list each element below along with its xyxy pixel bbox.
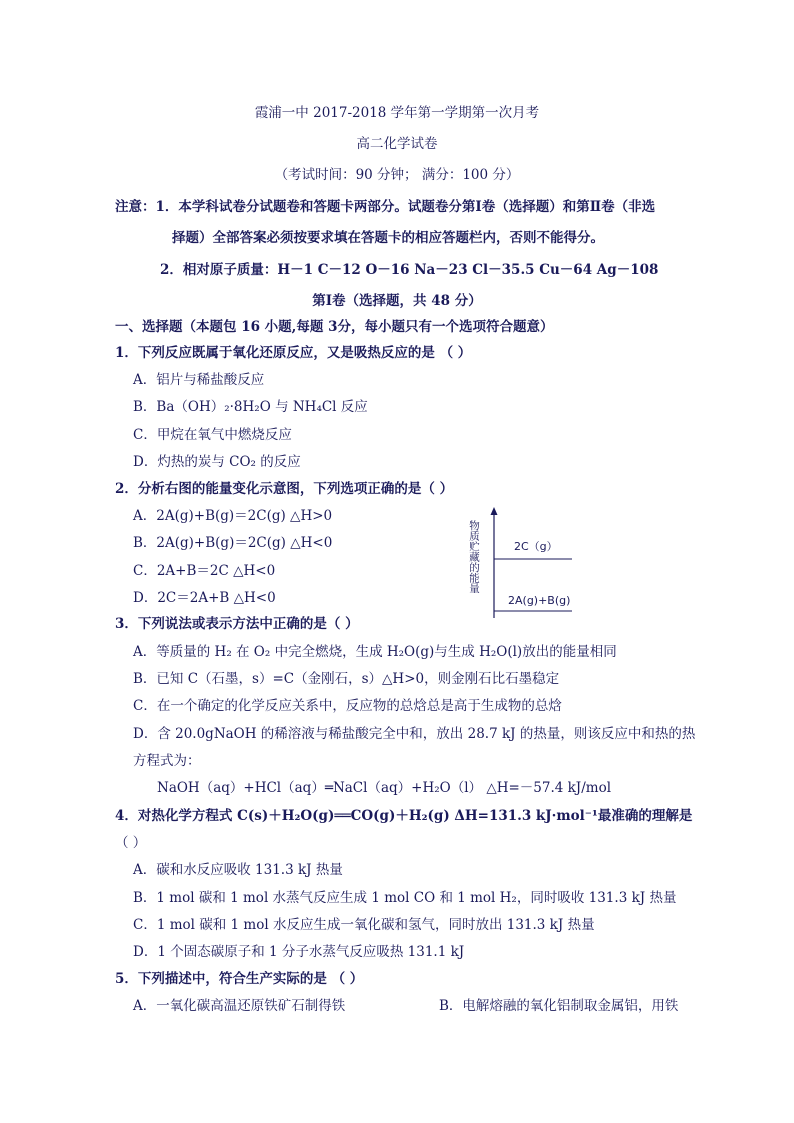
question-4-option-c: C．1 mol 碳和 1 mol 水反应生成一氧化碳和氢气，同时放出 131.3 kJ 热量	[133, 917, 595, 933]
question-3-option-a: A．等质量的 H₂ 在 O₂ 中完全燃烧，生成 H₂O(g)与生成 H₂O(l)放出的能量相同	[133, 644, 617, 660]
note-2: 2．相对原子质量：H－1 C－12 O－16 Na－23 Cl－35.5 Cu－64 Ag－108	[160, 262, 659, 278]
question-4-option-b: B．1 mol 碳和 1 mol 水蒸气反应生成 1 mol CO 和 1 mol H₂，同时吸收 131.3 kJ 热量	[133, 890, 677, 906]
question-1-option-c: C．甲烷在氧气中燃烧反应	[133, 427, 292, 443]
question-2-option-c: C．2A+B＝2C △H<0	[133, 563, 276, 579]
question-4-option-a: A．碳和水反应吸收 131.3 kJ 热量	[133, 862, 343, 878]
lower-level-label: 2A(g)+B(g)	[508, 594, 571, 607]
question-5-stem: 5．下列描述中，符合生产实际的是 （ ）	[115, 971, 364, 987]
question-5-option-a: A．一氧化碳高温还原铁矿石制得铁	[133, 998, 346, 1014]
exam-title: 霞浦一中 2017-2018 学年第一学期第一次月考	[254, 105, 540, 121]
question-3-option-d-continued: 方程式为：	[133, 753, 201, 769]
question-2-option-a: A．2A(g)+B(g)＝2C(g) △H>0	[133, 508, 333, 524]
question-2-option-b: B．2A(g)+B(g)＝2C(g) △H<0	[133, 535, 333, 551]
question-3-option-d: D．含 20.0gNaOH 的稀溶液与稀盐酸完全中和，放出 28.7 kJ 的热量，则该反应中和热的热	[133, 726, 696, 742]
note-1-line-2: 择题）全部答案必须按要求填在答题卡的相应答题栏内，否则不能得分。	[172, 230, 604, 246]
question-2-option-d: D．2C＝2A+B △H<0	[133, 590, 276, 606]
question-3-equation: NaOH（aq）+HCl（aq）═NaCl（aq）+H₂O（l） △H=－57.4 kJ/mol	[157, 780, 612, 796]
question-1-option-d: D．灼热的炭与 CO₂ 的反应	[133, 454, 301, 470]
exam-info: （考试时间：90 分钟； 满分：100 分）	[274, 167, 520, 183]
section-title: 一、选择题（本题包 16 小题,每题 3分，每小题只有一个选项符合题意）	[115, 319, 554, 335]
question-4-option-d: D．1 个固态碳原子和 1 分子水蒸气反应吸热 131.1 kJ	[133, 944, 465, 960]
question-1-stem: 1．下列反应既属于氧化还原反应，又是吸热反应的是 （ ）	[115, 345, 472, 361]
note-1-line-1: 注意：1．本学科试卷分试题卷和答题卡两部分。试题卷分第Ⅰ卷（选择题）和第Ⅱ卷（非选	[115, 199, 656, 215]
question-1-option-a: A．铝片与稀盐酸反应	[133, 372, 265, 388]
y-axis-arrow	[491, 507, 498, 515]
question-1-option-b: B．Ba（OH）₂·8H₂O 与 NH₄Cl 反应	[133, 399, 368, 415]
exam-subtitle: 高二化学试卷	[356, 136, 438, 152]
question-3-option-c: C．在一个确定的化学反应关系中，反应物的总焓总是高于生成物的总焓	[133, 698, 562, 714]
energy-diagram	[462, 506, 592, 624]
question-4-stem: 4．对热化学方程式 C(s)＋H₂O(g)══CO(g)＋H₂(g) ΔH=131.3 kJ·mol⁻¹最准确的理解是	[115, 808, 693, 824]
y-axis-label: 物质贮藏的能量	[468, 520, 480, 594]
question-3-option-b: B．已知 C（石墨，s）=C（金刚石，s）△H>0，则金刚石比石墨稳定	[133, 671, 560, 687]
question-3-stem: 3．下列说法或表示方法中正确的是（ ）	[115, 616, 359, 632]
question-2-stem: 2．分析右图的能量变化示意图，下列选项正确的是（ ）	[115, 481, 454, 497]
question-5-option-b: B．电解熔融的氧化铝制取金属铝，用铁	[439, 998, 679, 1014]
question-4-stem-continued: （ ）	[115, 835, 147, 851]
upper-level-label: 2C（g）	[514, 540, 558, 553]
part1-title: 第Ⅰ卷（选择题，共 48 分）	[312, 293, 482, 309]
